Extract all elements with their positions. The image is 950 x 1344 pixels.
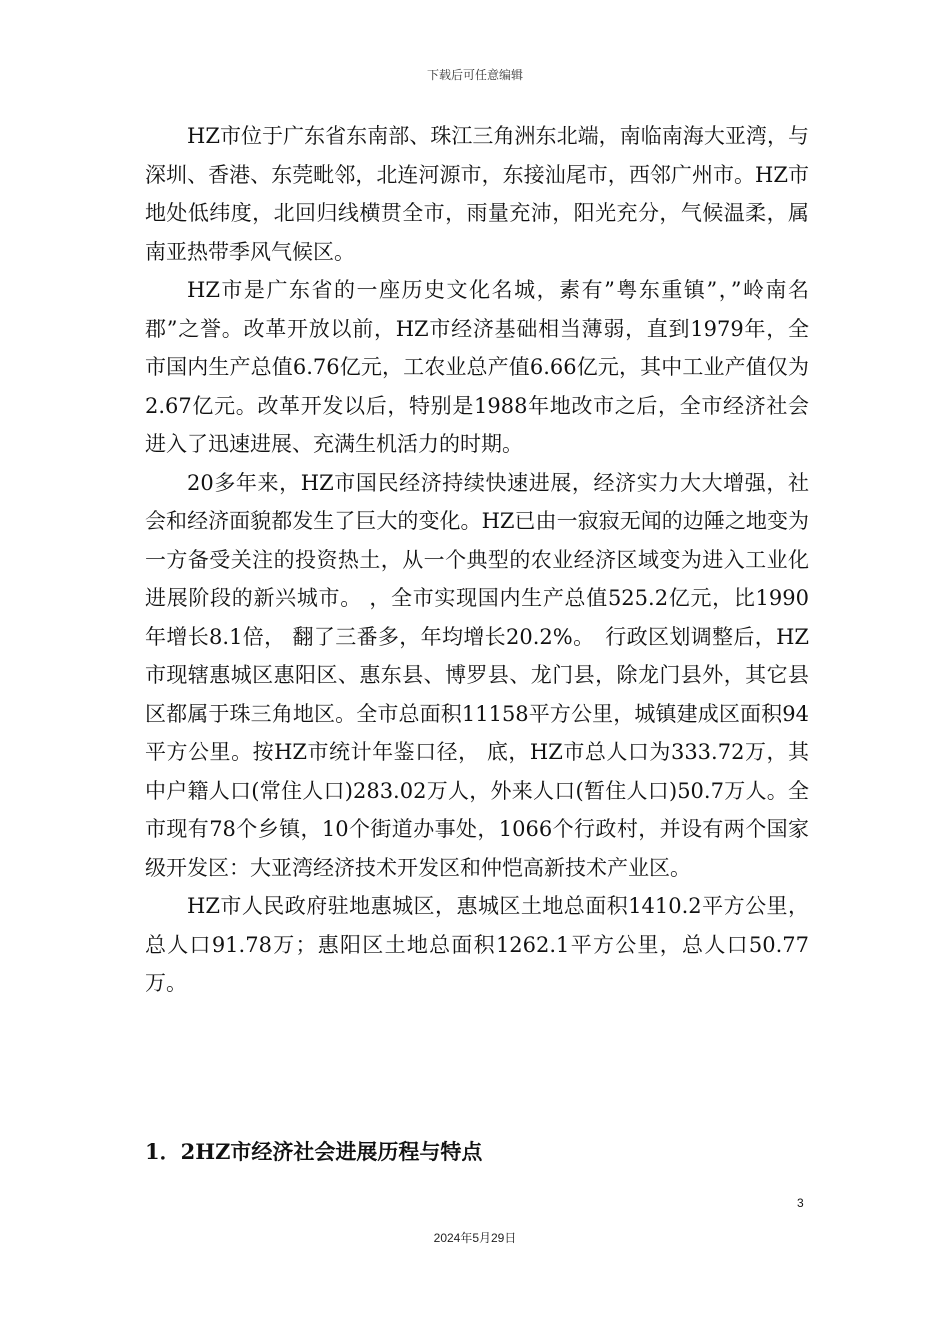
paragraph-development: 20多年来，HZ市国民经济持续快速进展，经济实力大大增强，社会和经济面貌都发生了巨大的变化。HZ已由一寂寂无闻的边陲之地变为一方备受关注的投资热土，从一个典型的农业经济区域变为进入工业化进展阶段的新兴城市。 ，全市实现国内生产总值525.2亿元，比1990年增长8.1倍， 翻了三番多，年均增长20.2%。 行政区划调整后，HZ市现辖惠城区惠阳区、惠东县、博罗县、龙门县，除龙门县外，其它县区都属于珠三角地区。全市总面积11158平方公里，城镇建成区面积94平方公里。按HZ市统计年鉴口径， 底，HZ市总人口为333.72万，其中户籍人口(常住人口)283.02万人，外来人口(暂住人口)50.7万人。全市现有78个乡镇，10个街道办事处，1066个行政村，并设有两个国家级开发区：大亚湾经济技术开发区和仲恺高新技术产业区。 [145,470,809,880]
page-footer-date: 2024年5月29日 [433,1231,517,1245]
page-header: 下载后可任意编辑 [426,68,523,82]
document-body [145,117,809,1003]
paragraph-history: HZ市是广东省的一座历史文化名城，素有”粤东重镇”，”岭南名郡”之誉。改革开放以前，HZ市经济基础相当薄弱，直到1979年，全市国内生产总值6.76亿元，工农业总产值6.66亿元，其中工业产值仅为2.67亿元。改革开发以后，特别是1988年地改市之后，全市经济社会进入了迅速进展、充满生机活力的时期。 [145,278,809,456]
page-number: 3 [797,1196,804,1210]
paragraph-location: HZ市位于广东省东南部、珠江三角洲东北端，南临南海大亚湾，与深圳、香港、东莞毗邻，北连河源市，东接汕尾市，西邻广州市。HZ市地处低纬度，北回归线横贯全市，雨量充沛，阳光充分，气候温柔，属南亚热带季风气候区。 [145,124,809,264]
paragraph-government: HZ市人民政府驻地惠城区，惠城区土地总面积1410.2平方公里，总人口91.78万；惠阳区土地总面积1262.1平方公里，总人口50.77万。 [145,894,809,995]
section-heading: 1．2HZ市经济社会进展历程与特点 [145,1139,483,1164]
